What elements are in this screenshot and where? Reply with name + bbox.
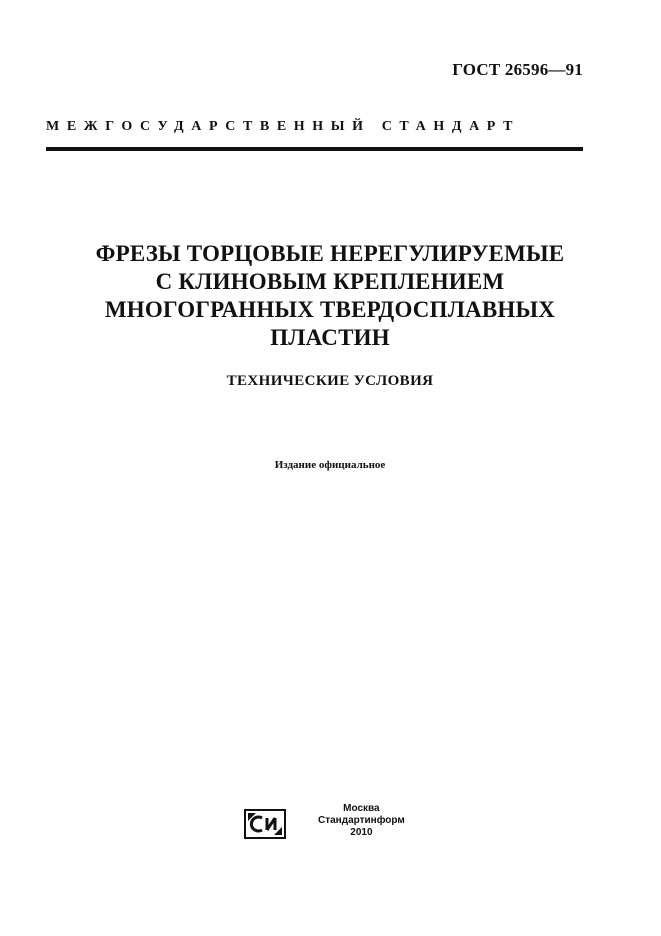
document-subtitle: ТЕХНИЧЕСКИЕ УСЛОВИЯ — [226, 373, 434, 389]
standard-code: ГОСТ 26596—91 — [452, 60, 583, 79]
document-title — [40, 240, 620, 352]
edition-note: Издание официальное — [274, 459, 386, 471]
publisher-block — [244, 803, 405, 839]
standartinform-logo-icon — [244, 809, 286, 839]
publisher-imprint — [318, 803, 405, 839]
publisher-name: Стандартинформ — [318, 815, 405, 826]
title-line-2: С КЛИНОВЫМ КРЕПЛЕНИЕМ — [155, 269, 505, 294]
publication-year: 2010 — [350, 827, 373, 838]
publisher-city: Москва — [343, 803, 380, 814]
title-line-3: МНОГОГРАННЫХ ТВЕРДОСПЛАВНЫХ — [104, 297, 556, 322]
title-line-1: ФРЕЗЫ ТОРЦОВЫЕ НЕРЕГУЛИРУЕМЫЕ — [95, 241, 565, 266]
header-rule — [46, 147, 583, 151]
standard-kind: МЕЖГОСУДАРСТВЕННЫЙ СТАНДАРТ — [46, 119, 521, 134]
title-line-4: ПЛАСТИН — [270, 325, 390, 350]
